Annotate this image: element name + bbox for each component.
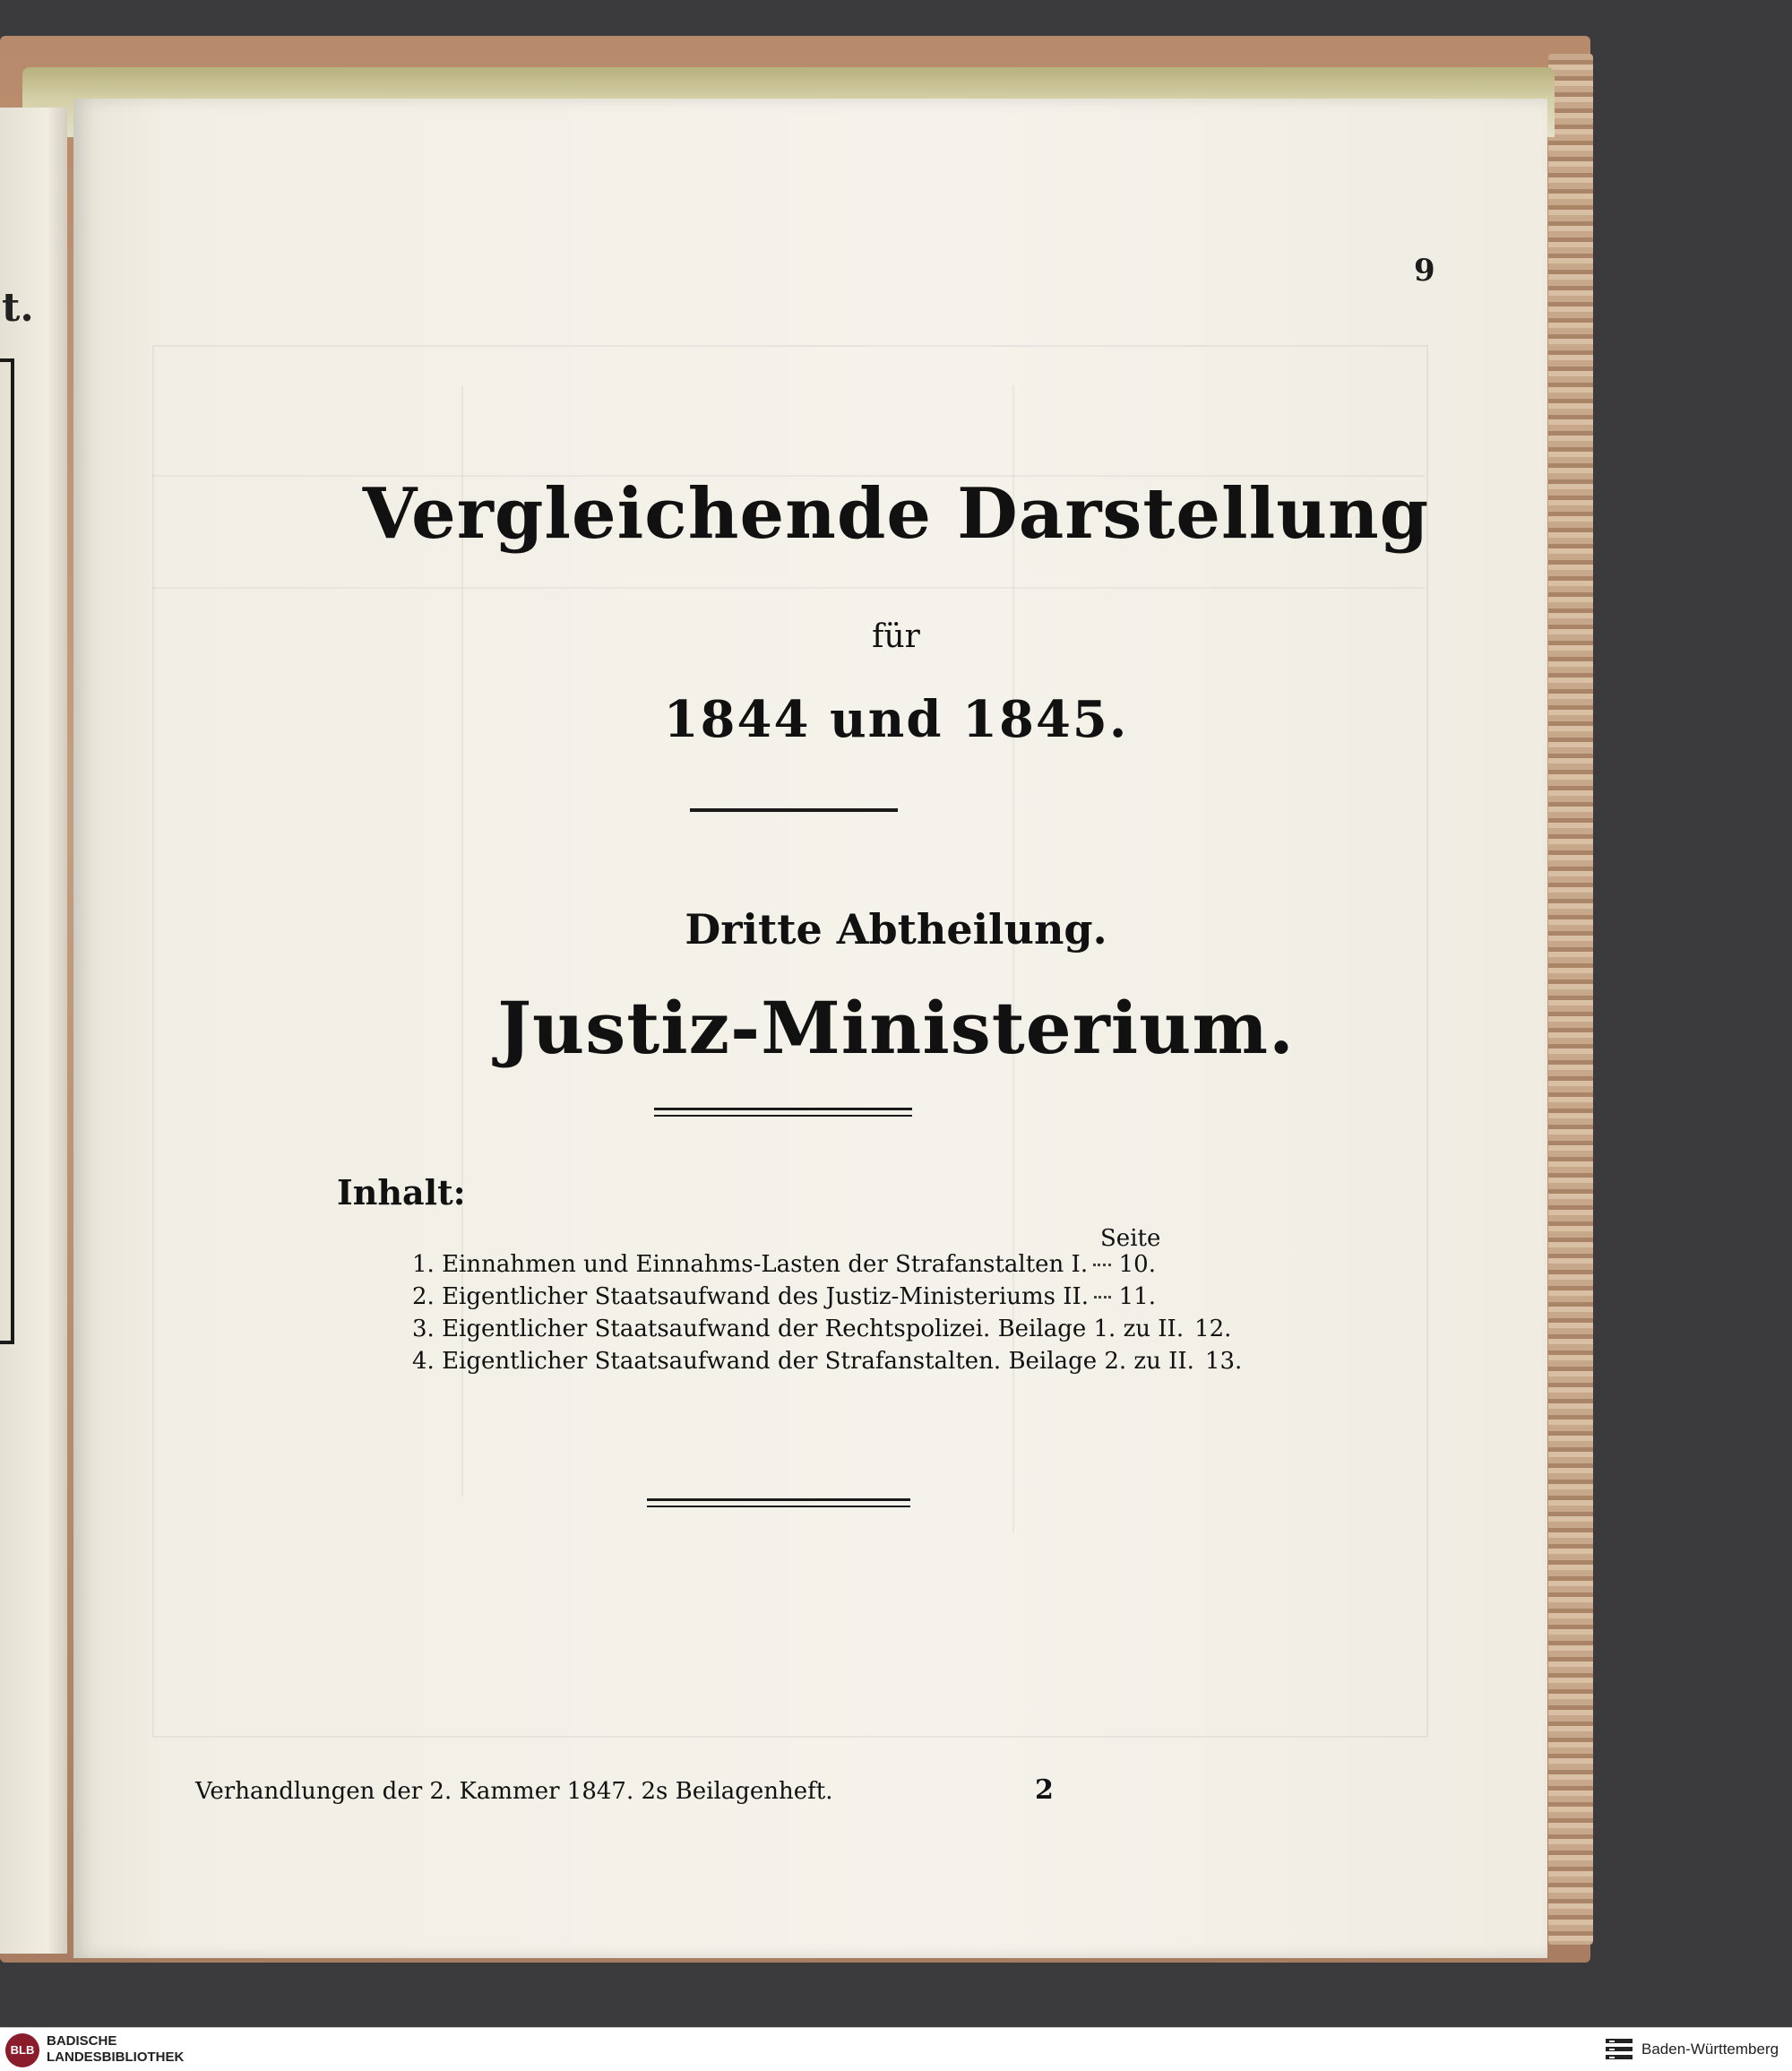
toc-entry	[412, 1283, 1156, 1316]
library-name	[47, 2033, 184, 2066]
show-through-line	[152, 587, 1425, 589]
divider-double-rule	[654, 1108, 912, 1117]
state-label[interactable]: Baden-Württemberg	[1641, 2041, 1779, 2058]
left-page-fragment: t.	[2, 285, 34, 331]
toc-entry	[412, 1348, 1243, 1380]
divider-double-rule	[647, 1498, 910, 1507]
section-heading: Dritte Abtheilung.	[685, 905, 1107, 954]
document-title: Vergleichende Darstellung	[362, 473, 1430, 555]
toc-leader-dots	[1093, 1264, 1111, 1266]
page-footer: Verhandlungen der 2. Kammer 1847. 2s Beilagenheft.	[195, 1778, 833, 1805]
printer-signature: 2	[1035, 1774, 1054, 1806]
library-name-line: LANDESBIBLIOTHEK	[47, 2049, 185, 2065]
toc-entry-page: 11.	[1118, 1283, 1156, 1310]
library-name-line: BADISCHE	[47, 2033, 117, 2049]
institution-bar	[0, 2027, 1792, 2071]
years-heading: 1844 und 1845.	[663, 690, 1129, 749]
divider-rule	[690, 808, 898, 812]
ministry-heading: Justiz-Ministerium.	[497, 986, 1295, 1070]
toc-entry-label: 2. Eigentlicher Staatsaufwand des Justiz-Ministeriums II.	[412, 1283, 1090, 1310]
toc-entry-page: 10.	[1118, 1251, 1156, 1278]
table-of-contents	[412, 1251, 1243, 1380]
contents-heading: Inhalt:	[337, 1172, 466, 1212]
toc-entry-page: 13.	[1204, 1348, 1243, 1375]
toc-leader-dots	[1094, 1296, 1111, 1299]
state-lions-icon	[1604, 2036, 1634, 2063]
page-number: 9	[1414, 253, 1435, 289]
title-connector: für	[872, 618, 920, 655]
toc-entry	[412, 1316, 1232, 1348]
blb-logo-icon[interactable]: BLB	[5, 2033, 39, 2067]
contents-page-column-label: Seite	[1100, 1225, 1161, 1252]
toc-entry	[412, 1251, 1156, 1283]
toc-entry-label: 1. Einnahmen und Einnahms-Lasten der Strafanstalten I.	[412, 1251, 1089, 1278]
toc-entry-page: 12.	[1194, 1316, 1232, 1342]
toc-entry-label: 3. Eigentlicher Staatsaufwand der Rechtspolizei. Beilage 1. zu II.	[412, 1316, 1185, 1342]
toc-entry-label: 4. Eigentlicher Staatsaufwand der Strafanstalten. Beilage 2. zu II.	[412, 1348, 1194, 1375]
